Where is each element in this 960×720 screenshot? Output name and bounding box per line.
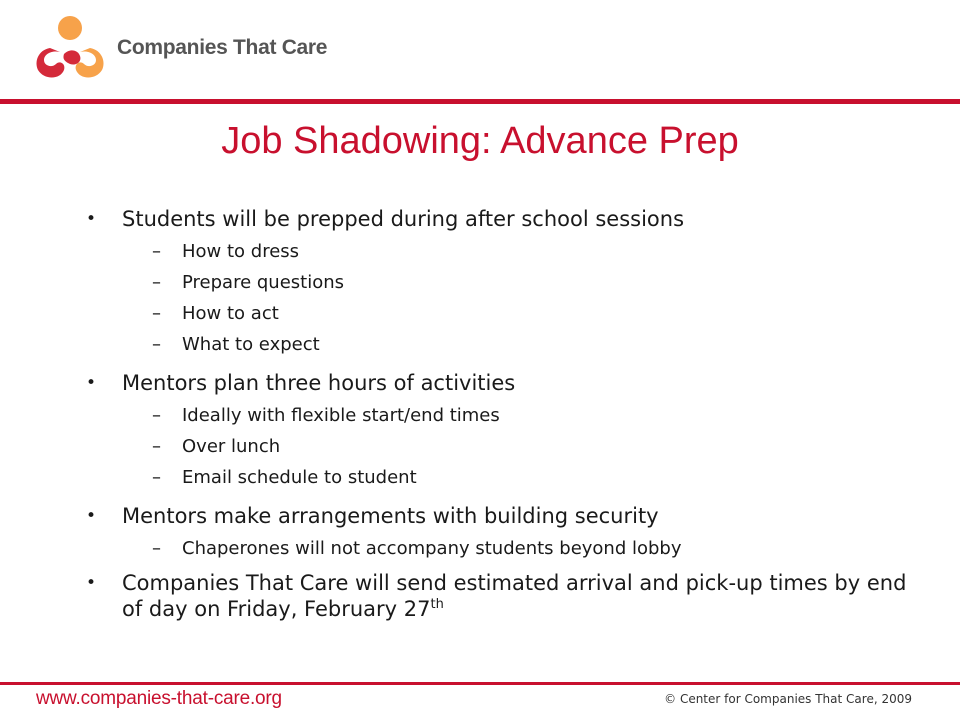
sub-item	[82, 303, 922, 325]
bullet-text	[122, 570, 922, 622]
bullet-item	[82, 370, 922, 396]
bullet-text-main: Companies That Care will send estimated arrival and pick-up times by end of day on Friday, February 27	[122, 571, 907, 621]
bullet-dot-icon: •	[86, 373, 97, 393]
sub-item-text: Over lunch	[182, 436, 281, 457]
ordinal-suffix: th	[430, 597, 444, 612]
sub-item-text: Chaperones will not accompany students beyond lobby	[182, 538, 682, 559]
slide-title: Job Shadowing: Advance Prep	[221, 120, 739, 162]
bullet-text: Mentors make arrangements with building security	[122, 504, 659, 528]
bullet-dot-icon: •	[86, 209, 97, 229]
sub-item	[82, 436, 922, 458]
sub-item-text: How to act	[182, 303, 279, 324]
sub-item	[82, 405, 922, 427]
bullet-dot-icon: •	[86, 573, 97, 593]
sub-list	[82, 538, 922, 560]
sub-item	[82, 538, 922, 560]
sub-item	[82, 272, 922, 294]
bullet-item	[82, 503, 922, 529]
footer-divider	[0, 682, 960, 685]
sub-list	[82, 405, 922, 489]
sub-item	[82, 241, 922, 263]
brand-name: Companies That Care	[117, 36, 328, 59]
dash-icon: –	[152, 272, 161, 293]
sub-item-text: What to expect	[182, 334, 320, 355]
header-divider	[0, 99, 960, 104]
dash-icon: –	[152, 405, 161, 426]
dash-icon: –	[152, 436, 161, 457]
logo-icon	[30, 14, 110, 86]
dash-icon: –	[152, 538, 161, 559]
dash-icon: –	[152, 303, 161, 324]
footer-website-link[interactable]: www.companies-that-care.org	[36, 688, 282, 709]
sub-item	[82, 467, 922, 489]
dash-icon: –	[152, 334, 161, 355]
bullet-item	[82, 206, 922, 232]
footer-copyright: © Center for Companies That Care, 2009	[664, 692, 912, 706]
sub-item-text: Email schedule to student	[182, 467, 417, 488]
sub-list	[82, 241, 922, 356]
bullet-list	[82, 200, 922, 622]
dash-icon: –	[152, 467, 161, 488]
bullet-item	[82, 570, 922, 622]
sub-item-text: Ideally with flexible start/end times	[182, 405, 500, 426]
dash-icon: –	[152, 241, 161, 262]
bullet-text: Students will be prepped during after school sessions	[122, 207, 685, 231]
sub-item-text: How to dress	[182, 241, 300, 262]
sub-item	[82, 334, 922, 356]
bullet-text: Mentors plan three hours of activities	[122, 371, 516, 395]
bullet-dot-icon: •	[86, 506, 97, 526]
sub-item-text: Prepare questions	[182, 272, 345, 293]
